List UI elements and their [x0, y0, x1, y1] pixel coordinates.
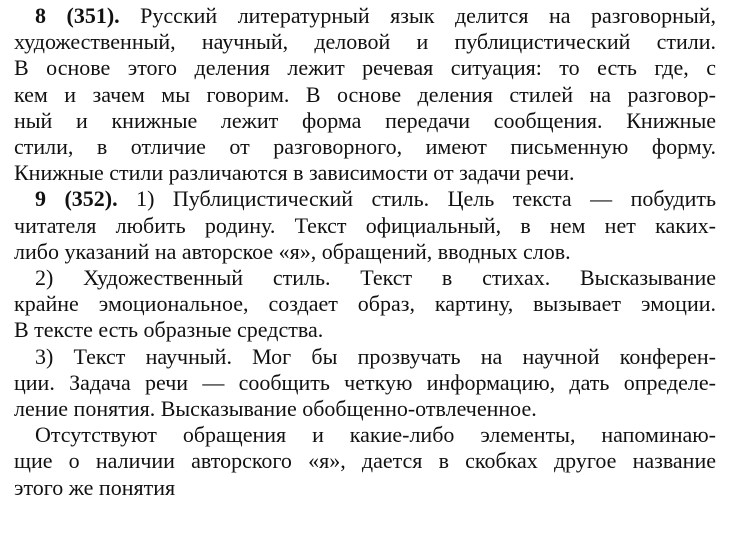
exercise-number: 9 (352).	[35, 186, 118, 212]
text-line: Отсутствуют обращения и какие-либо элементы, напоминаю-	[35, 422, 716, 448]
text-line	[14, 186, 716, 212]
item-3-paragraph	[14, 344, 716, 423]
text-line: крайне эмоциональное, создает образ, картину, вызывает эмоции.	[14, 291, 716, 317]
text-fragment: 1) Публицистический стиль. Цель текста — побудить	[117, 186, 717, 212]
exercise-number: 8 (351).	[35, 3, 120, 28]
text-line: 2) Художественный стиль. Текст в стихах. Высказывание	[35, 265, 716, 291]
text-line: Книжные стили различаются в зависимости от задачи речи.	[14, 160, 575, 186]
answer-8-paragraph	[14, 3, 716, 186]
closing-paragraph	[14, 422, 716, 501]
text-line: художественный, научный, деловой и публицистический стили.	[14, 29, 716, 55]
text-line: этого же понятия	[14, 474, 176, 500]
text-line: стили, в отличие от разговорного, имеют письменную форму.	[14, 134, 716, 160]
text-fragment: Русский литературный язык делится на разговорный,	[119, 3, 716, 28]
text-line: В основе этого деления лежит речевая ситуация: то есть где, с	[14, 55, 716, 81]
item-2-paragraph	[14, 265, 716, 344]
text-line: щие о наличии авторского «я», дается в скобках другое название	[14, 448, 716, 474]
text-line: ный и книжные лежит форма передачи сообщения. Книжные	[14, 107, 716, 133]
text-line: ление понятия. Высказывание обобщенно-отвлеченное.	[14, 396, 537, 422]
answer-9-paragraph	[14, 186, 716, 265]
text-line: 3) Текст научный. Мог бы прозвучать на научной конферен-	[35, 343, 716, 369]
text-line: либо указаний на авторское «я», обращений, вводных слов.	[14, 238, 571, 264]
text-line: читателя любить родину. Текст официальный, в нем нет каких-	[14, 212, 716, 238]
text-line	[14, 3, 716, 29]
text-line: кем и зачем мы говорим. В основе деления стилей на разговор-	[14, 81, 716, 107]
text-line: В тексте есть образные средства.	[14, 317, 324, 343]
text-line: ции. Задача речи — сообщить четкую информацию, дать определе-	[14, 369, 716, 395]
